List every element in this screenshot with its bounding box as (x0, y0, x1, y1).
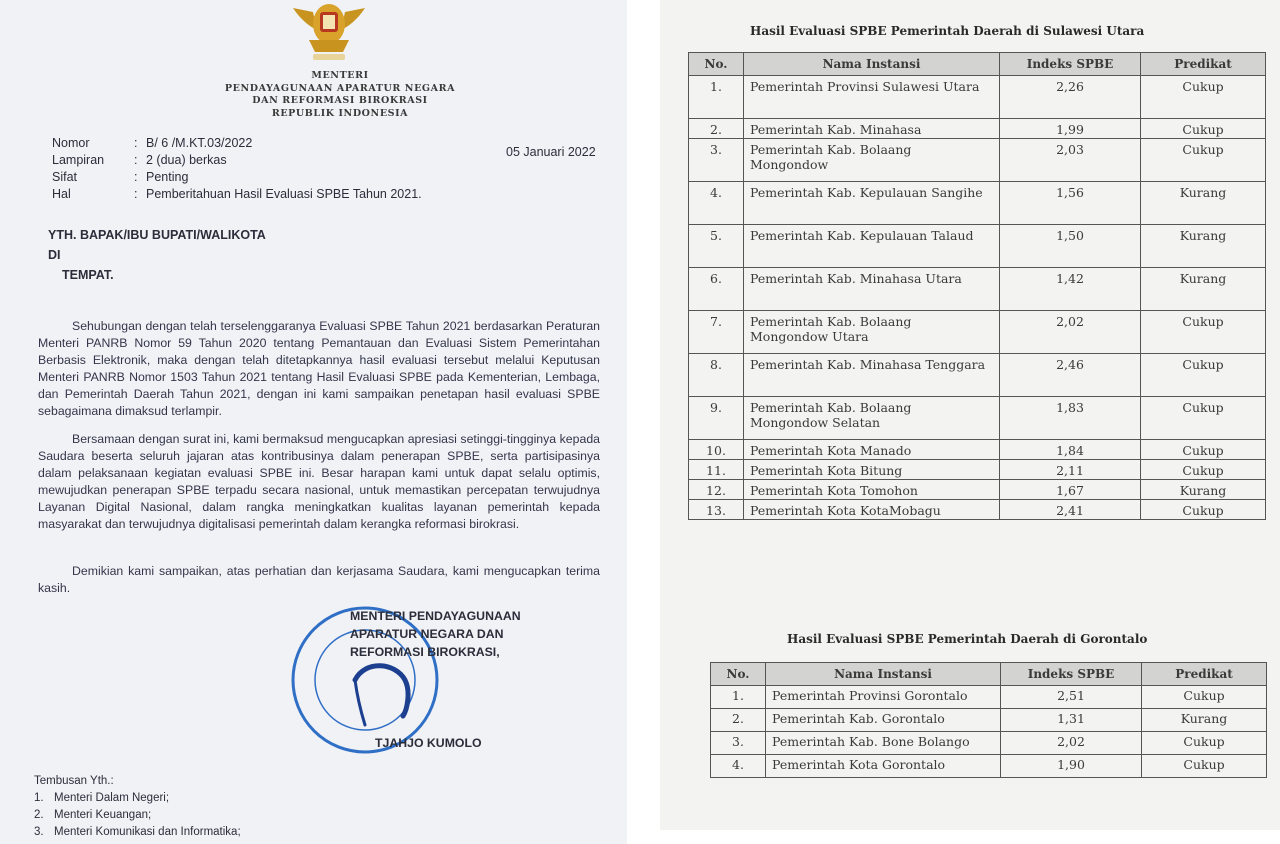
cell-predikat: Cukup (1141, 460, 1266, 480)
cell-predikat: Cukup (1141, 119, 1266, 139)
table-row (711, 755, 1267, 778)
cell-no: 9. (689, 397, 744, 440)
cell-no: 3. (711, 732, 766, 755)
signature-line: APARATUR NEGARA DAN (350, 627, 504, 641)
cell-no: 7. (689, 311, 744, 354)
meta-row-hal (52, 186, 422, 203)
cell-name: Pemerintah Kota KotaMobagu (744, 500, 1000, 520)
cell-index: 2,41 (1000, 500, 1141, 520)
cell-index: 1,42 (1000, 268, 1141, 311)
cell-predikat: Cukup (1142, 755, 1267, 778)
letter-date: 05 Januari 2022 (506, 145, 596, 159)
cc-num: 1. (34, 792, 44, 804)
cell-index: 2,11 (1000, 460, 1141, 480)
table-title-sulut: Hasil Evaluasi SPBE Pemerintah Daerah di Sulawesi Utara (750, 24, 1145, 38)
letterhead-line: DAN REFORMASI BIROKRASI (252, 95, 428, 106)
signer-name: TJAHJO KUMOLO (375, 736, 482, 750)
cc-item (34, 807, 241, 824)
cell-predikat: Kurang (1141, 182, 1266, 225)
cell-index: 1,83 (1000, 397, 1141, 440)
cell-predikat: Cukup (1141, 76, 1266, 119)
cell-no: 11. (689, 460, 744, 480)
table-row (689, 311, 1266, 354)
table-header-row (689, 53, 1266, 76)
garuda-emblem-icon (283, 0, 375, 66)
column-header-no: No. (711, 663, 766, 686)
table-row (689, 500, 1266, 520)
cc-text: Menteri Dalam Negeri; (54, 792, 170, 804)
cell-no: 3. (689, 139, 744, 182)
meta-value: Pemberitahuan Hasil Evaluasi SPBE Tahun 2021. (146, 187, 422, 201)
cell-name: Pemerintah Provinsi Gorontalo (766, 686, 1001, 709)
cell-index: 1,67 (1000, 480, 1141, 500)
column-header-no: No. (689, 53, 744, 76)
cc-num: 3. (34, 826, 44, 838)
column-header-predikat: Predikat (1141, 53, 1266, 76)
cell-predikat: Kurang (1141, 480, 1266, 500)
table-row (711, 732, 1267, 755)
cell-predikat: Cukup (1141, 354, 1266, 397)
cell-predikat: Cukup (1142, 686, 1267, 709)
addressee-line: YTH. BAPAK/IBU BUPATI/WALIKOTA (48, 228, 266, 242)
table-row (689, 440, 1266, 460)
cell-predikat: Cukup (1141, 311, 1266, 354)
cc-item (34, 824, 241, 841)
cell-no: 5. (689, 225, 744, 268)
cell-name: Pemerintah Kota Manado (744, 440, 1000, 460)
meta-row-lampiran (52, 152, 422, 169)
cell-index: 1,90 (1001, 755, 1142, 778)
cell-no: 1. (711, 686, 766, 709)
cell-no: 1. (689, 76, 744, 119)
table-row (689, 460, 1266, 480)
table-row (689, 182, 1266, 225)
meta-colon: : (134, 136, 138, 150)
cell-name: Pemerintah Kota Bitung (744, 460, 1000, 480)
cell-name: Pemerintah Kab. Kepulauan Sangihe (744, 182, 1000, 225)
ministry-letterhead (150, 70, 530, 120)
cell-index: 1,84 (1000, 440, 1141, 460)
meta-label: Lampiran (52, 153, 105, 167)
meta-colon: : (134, 153, 138, 167)
meta-label: Sifat (52, 170, 78, 184)
cc-title: Tembusan Yth.: (34, 775, 114, 787)
cc-text: Menteri Komunikasi dan Informatika; (54, 826, 241, 838)
cell-index: 1,31 (1001, 709, 1142, 732)
cell-index: 2,26 (1000, 76, 1141, 119)
table-row (689, 397, 1266, 440)
cell-name: Pemerintah Kota Gorontalo (766, 755, 1001, 778)
cell-index: 2,51 (1001, 686, 1142, 709)
letterhead-line: MENTERI (311, 70, 369, 81)
body-paragraph: Demikian kami sampaikan, atas perhatian dan kerjasama Saudara, kami mengucapkan terima kasih. (38, 564, 600, 595)
meta-value: 2 (dua) berkas (146, 153, 227, 167)
meta-label: Hal (52, 187, 71, 201)
table-header-row (711, 663, 1267, 686)
cell-name: Pemerintah Kab. Minahasa (744, 119, 1000, 139)
cell-name: Pemerintah Kab. Bolaang Mongondow Utara (744, 311, 1000, 354)
column-header-index: Indeks SPBE (1001, 663, 1142, 686)
meta-row-sifat (52, 169, 422, 186)
cell-index: 1,56 (1000, 182, 1141, 225)
cell-no: 4. (689, 182, 744, 225)
addressee-block (48, 228, 266, 288)
column-header-index: Indeks SPBE (1000, 53, 1141, 76)
signature-line: REFORMASI BIROKRASI, (350, 645, 500, 659)
column-header-name: Nama Instansi (744, 53, 1000, 76)
cell-no: 13. (689, 500, 744, 520)
cell-index: 2,46 (1000, 354, 1141, 397)
cell-name: Pemerintah Kota Tomohon (744, 480, 1000, 500)
cell-name: Pemerintah Kab. Minahasa Utara (744, 268, 1000, 311)
cc-num: 2. (34, 809, 44, 821)
cell-predikat: Cukup (1141, 139, 1266, 182)
body-paragraph: Sehubungan dengan telah terselenggaranya Evaluasi SPBE Tahun 2021 berdasarkan Peraturan Menteri PANRB Nomor 59 Tahun 2020 tentang Pemantauan dan Evaluasi Sistem Pemerintahan Berbasis Elektronik, maka dengan telah ditetapkannya hasil evaluasi tersebut melalui Keputusan Menteri PANRB Nomor 1503 Tahun 2021 tentang Hasil Evaluasi SPBE pada Kementerian, Lembaga, dan Pemerintah Daerah Tahun 2021, dengan ini kami sampaikan penetapan hasil evaluasi SPBE sebagaimana dimaksud terlampir. (38, 319, 600, 418)
cell-predikat: Kurang (1141, 225, 1266, 268)
addressee-line: DI (48, 248, 61, 262)
table-row (689, 268, 1266, 311)
meta-label: Nomor (52, 136, 90, 150)
cell-no: 6. (689, 268, 744, 311)
meta-colon: : (134, 170, 138, 184)
meta-row-nomor (52, 135, 422, 152)
cc-item (34, 790, 241, 807)
cell-predikat: Kurang (1142, 709, 1267, 732)
table-row (689, 76, 1266, 119)
attachment-page (660, 0, 1280, 830)
cell-index: 1,50 (1000, 225, 1141, 268)
cc-text: Menteri Keuangan; (54, 809, 152, 821)
letterhead-line: REPUBLIK INDONESIA (271, 107, 409, 119)
cell-predikat: Cukup (1141, 500, 1266, 520)
column-header-name: Nama Instansi (766, 663, 1001, 686)
cell-name: Pemerintah Kab. Bone Bolango (766, 732, 1001, 755)
signature-line: MENTERI PENDAYAGUNAAN (350, 609, 521, 623)
cell-name: Pemerintah Provinsi Sulawesi Utara (744, 76, 1000, 119)
cell-predikat: Kurang (1141, 268, 1266, 311)
table-row (689, 225, 1266, 268)
evaluation-table-sulut (688, 52, 1266, 520)
addressee-line: TEMPAT. (62, 268, 114, 282)
table-title-gorontalo: Hasil Evaluasi SPBE Pemerintah Daerah di Gorontalo (787, 632, 1148, 646)
letter-page (0, 0, 627, 844)
table-row (711, 686, 1267, 709)
letterhead-line: PENDAYAGUNAAN APARATUR NEGARA (224, 82, 456, 94)
cell-index: 1,99 (1000, 119, 1141, 139)
cell-no: 4. (711, 755, 766, 778)
page-gap (627, 0, 660, 844)
body-paragraph: Bersamaan dengan surat ini, kami bermaksud mengucapkan apresiasi setinggi-tingginya kepada Saudara beserta seluruh jajaran atas kontribusinya dalam penerapan SPBE, serta partisipasinya dalam pelaksanaan kegiatan evaluasi SPBE ini. Besar harapan kami untuk dapat selalu optimis, mewujudkan penerapan SPBE terpadu secara nasional, untuk memastikan percepatan terwujudnya Layanan Digital Nasional, dalam rangka meningkatkan kualitas layanan pemerintah kepada masyarakat dan terwujudnya digitalisasi pemerintah dalam kerangka reformasi birokrasi. (38, 432, 600, 531)
cell-name: Pemerintah Kab. Bolaang Mongondow (744, 139, 1000, 182)
cell-index: 2,02 (1000, 311, 1141, 354)
evaluation-table-gorontalo (710, 662, 1267, 778)
meta-value: Penting (146, 170, 189, 184)
table-row (711, 709, 1267, 732)
cell-no: 2. (711, 709, 766, 732)
cell-predikat: Cukup (1142, 732, 1267, 755)
table-row (689, 139, 1266, 182)
column-header-predikat: Predikat (1142, 663, 1267, 686)
cell-name: Pemerintah Kab. Gorontalo (766, 709, 1001, 732)
meta-value: B/ 6 /M.KT.03/2022 (146, 136, 253, 150)
cell-no: 12. (689, 480, 744, 500)
cc-list (34, 773, 241, 841)
cell-predikat: Cukup (1141, 397, 1266, 440)
cell-name: Pemerintah Kab. Bolaang Mongondow Selatan (744, 397, 1000, 440)
table-row (689, 119, 1266, 139)
cell-no: 8. (689, 354, 744, 397)
letter-meta (52, 135, 422, 203)
table-row (689, 354, 1266, 397)
cell-index: 2,03 (1000, 139, 1141, 182)
cell-no: 10. (689, 440, 744, 460)
cell-name: Pemerintah Kab. Minahasa Tenggara (744, 354, 1000, 397)
signature-title (350, 607, 521, 661)
cell-no: 2. (689, 119, 744, 139)
table-row (689, 480, 1266, 500)
cell-predikat: Cukup (1141, 440, 1266, 460)
cell-name: Pemerintah Kab. Kepulauan Talaud (744, 225, 1000, 268)
meta-colon: : (134, 187, 138, 201)
cell-index: 2,02 (1001, 732, 1142, 755)
